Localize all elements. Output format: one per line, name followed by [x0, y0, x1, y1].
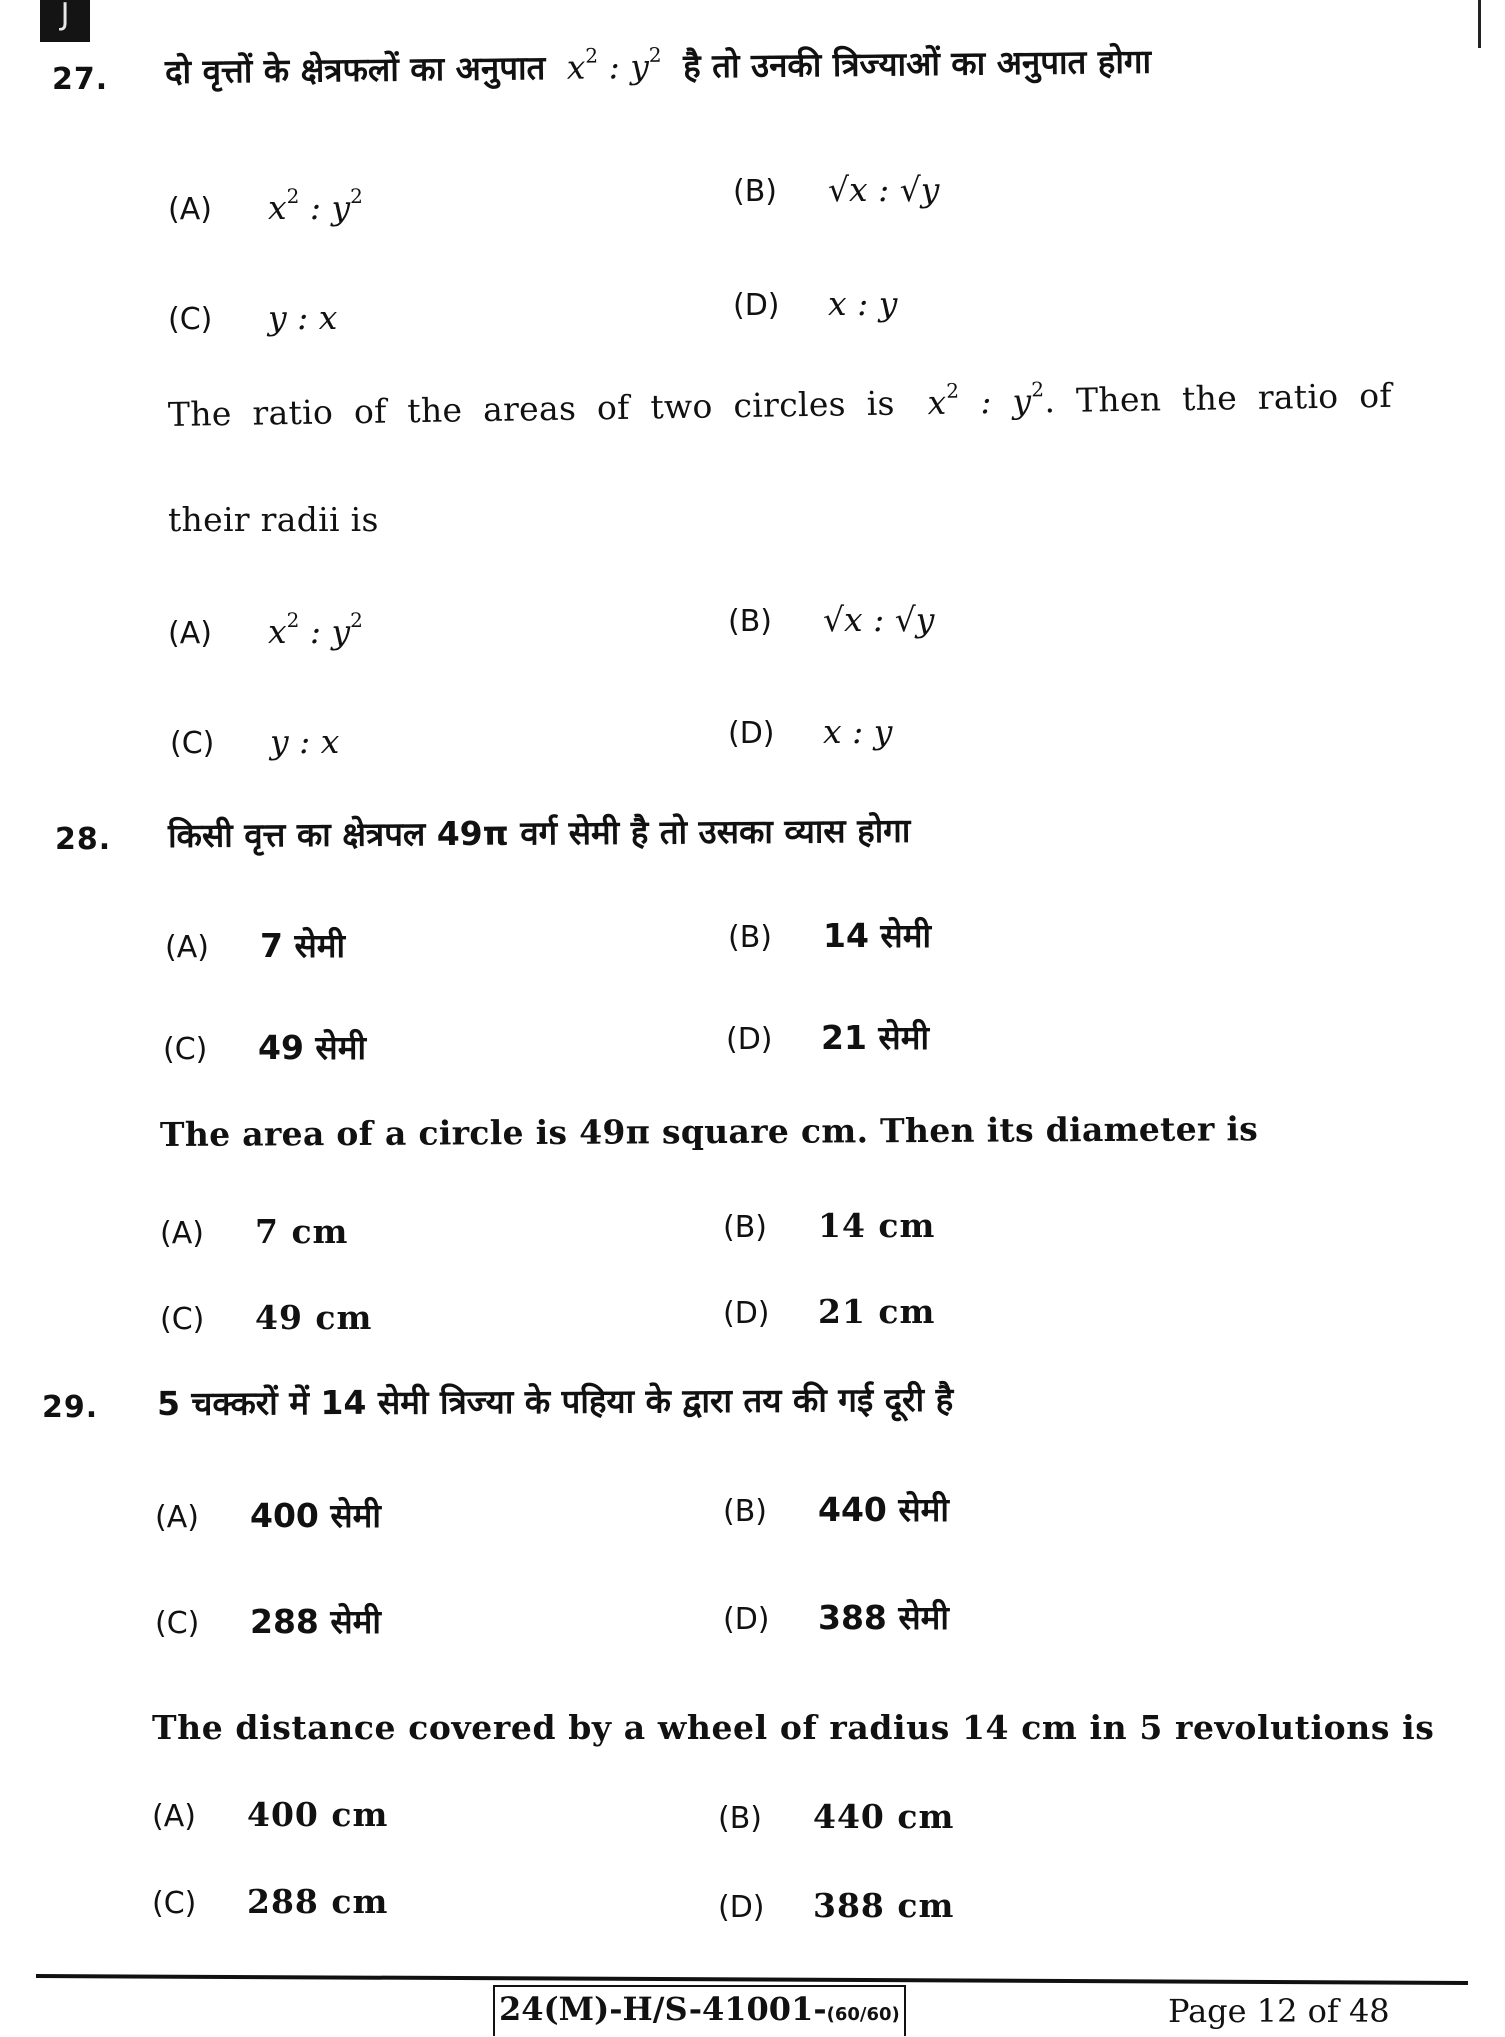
footer-divider	[36, 1974, 1468, 1985]
option-value: $x^2$ : $y^2$	[268, 184, 363, 227]
option-value: 7 सेमी	[260, 926, 346, 965]
question-29-hindi-stem: 5 चक्करों में 14 सेमी त्रिज्या के पहिया के द्वारा तय की गई दूरी है	[156, 1379, 954, 1423]
option-label: (C)	[160, 1302, 205, 1337]
question-27-english-stem-line1	[168, 376, 1392, 434]
option-label: (A)	[165, 930, 209, 965]
option-label: (B)	[723, 1210, 767, 1245]
option-label: (D)	[728, 716, 775, 751]
question-27-hindi-option-d[interactable]	[733, 284, 897, 323]
option-value: 14 सेमी	[823, 916, 932, 955]
question-28-english-stem: The area of a circle is 49π square cm. Then its diameter is	[159, 1109, 1259, 1154]
option-value: x : y	[823, 712, 893, 751]
question-27-english-option-a[interactable]	[168, 608, 363, 651]
option-value: 388 सेमी	[818, 1598, 949, 1637]
question-27-hindi-stem	[165, 38, 1151, 93]
option-value: 288 सेमी	[250, 1602, 381, 1641]
option-label: (B)	[718, 1801, 762, 1836]
question-27-english-stem-after: . Then the ratio of	[1044, 375, 1393, 421]
question-29-hindi-option-d[interactable]	[723, 1594, 949, 1639]
paper-code: 24(M)-H/S-41001-	[499, 1990, 827, 2028]
question-28-english-option-a[interactable]	[160, 1212, 348, 1251]
option-value: 440 cm	[813, 1797, 955, 1836]
question-28-number: 28.	[55, 822, 112, 857]
option-label: (C)	[168, 302, 213, 337]
option-value: x : y	[828, 284, 898, 323]
question-29-hindi-option-a[interactable]	[155, 1492, 381, 1537]
question-28-hindi-option-d[interactable]	[726, 1014, 929, 1059]
paper-code-box	[493, 1985, 906, 2036]
option-value: 288 cm	[247, 1882, 389, 1921]
question-28-hindi-option-c[interactable]	[163, 1024, 366, 1069]
question-29-english-option-c[interactable]	[152, 1882, 388, 1921]
set-code-text: J	[60, 0, 70, 32]
option-label: (D)	[733, 288, 780, 323]
option-value: y : x	[268, 298, 338, 337]
option-label: (B)	[723, 1494, 767, 1529]
option-label: (D)	[723, 1602, 770, 1637]
question-27-english-stem-line2: their radii is	[168, 500, 379, 539]
question-27-hindi-option-a[interactable]	[168, 184, 363, 227]
option-label: (B)	[728, 604, 772, 639]
option-value: √x : √y	[828, 170, 940, 209]
option-label: (C)	[163, 1032, 208, 1067]
option-value: 49 सेमी	[258, 1028, 367, 1067]
option-label: (A)	[160, 1216, 204, 1251]
page-edge-mark	[1478, 0, 1481, 48]
option-label: (C)	[170, 726, 215, 761]
option-value: 400 सेमी	[250, 1496, 381, 1535]
question-27-english-stem-before: The ratio of the areas of two circles is	[167, 383, 896, 434]
option-label: (D)	[726, 1022, 773, 1057]
question-29-english-option-d[interactable]	[718, 1886, 954, 1925]
option-label: (A)	[168, 192, 212, 227]
option-label: (B)	[728, 920, 772, 955]
option-label: (C)	[152, 1886, 197, 1921]
question-27-english-stem-math: $x^2$ : $y^2$	[927, 377, 1045, 423]
option-value: 440 सेमी	[818, 1490, 949, 1529]
option-value: $x^2$ : $y^2$	[268, 608, 363, 651]
question-27-hindi-option-c[interactable]	[168, 298, 337, 337]
question-28-hindi-option-b[interactable]	[728, 912, 931, 957]
option-value: 400 cm	[247, 1795, 389, 1834]
question-29-hindi-option-c[interactable]	[155, 1598, 381, 1643]
question-28-hindi-stem: किसी वृत्त का क्षेत्रपल 49π वर्ग सेमी है तो उसका व्यास होगा	[167, 810, 911, 855]
option-value: 14 cm	[818, 1206, 936, 1245]
option-label: (A)	[155, 1500, 199, 1535]
question-28-hindi-option-a[interactable]	[165, 922, 345, 967]
option-value: 388 cm	[813, 1886, 955, 1925]
option-value: y : x	[270, 722, 340, 761]
paper-code-suffix: (60/60)	[826, 2004, 900, 2025]
question-27-english-option-c[interactable]	[170, 722, 339, 761]
option-label: (B)	[733, 174, 777, 209]
page-number: Page 12 of 48	[1168, 1992, 1390, 2030]
question-27-english-option-d[interactable]	[728, 712, 892, 751]
question-28-english-option-c[interactable]	[160, 1298, 372, 1337]
option-label: (A)	[168, 616, 212, 651]
option-value: 49 cm	[255, 1298, 373, 1337]
option-value: √x : √y	[823, 600, 935, 639]
question-29-english-option-b[interactable]	[718, 1797, 954, 1836]
option-label: (C)	[155, 1606, 200, 1641]
question-28-english-option-d[interactable]	[723, 1292, 935, 1331]
option-label: (D)	[723, 1296, 770, 1331]
question-27-hindi-stem-before: दो वृत्तों के क्षेत्रफलों का अनुपात	[164, 48, 546, 91]
question-29-hindi-option-b[interactable]	[723, 1486, 949, 1531]
option-value: 7 cm	[255, 1212, 349, 1251]
question-29-english-option-a[interactable]	[152, 1795, 388, 1834]
question-29-number: 29.	[42, 1390, 99, 1425]
option-value: 21 सेमी	[821, 1018, 930, 1057]
question-27-english-option-b[interactable]	[728, 600, 934, 639]
question-28-english-option-b[interactable]	[723, 1206, 935, 1245]
question-27-hindi-stem-after: है तो उनकी त्रिज्याओं का अनुपात होगा	[682, 41, 1152, 86]
option-label: (A)	[152, 1799, 196, 1834]
question-29-english-stem: The distance covered by a wheel of radius 14 cm in 5 revolutions is	[152, 1708, 1435, 1747]
question-27-hindi-option-b[interactable]	[733, 170, 939, 209]
option-value: 21 cm	[818, 1292, 936, 1331]
option-label: (D)	[718, 1890, 765, 1925]
question-27-number: 27.	[52, 62, 109, 97]
set-code-badge	[40, 0, 90, 42]
question-27-hindi-stem-math: $x^2$ : $y^2$	[566, 42, 662, 87]
